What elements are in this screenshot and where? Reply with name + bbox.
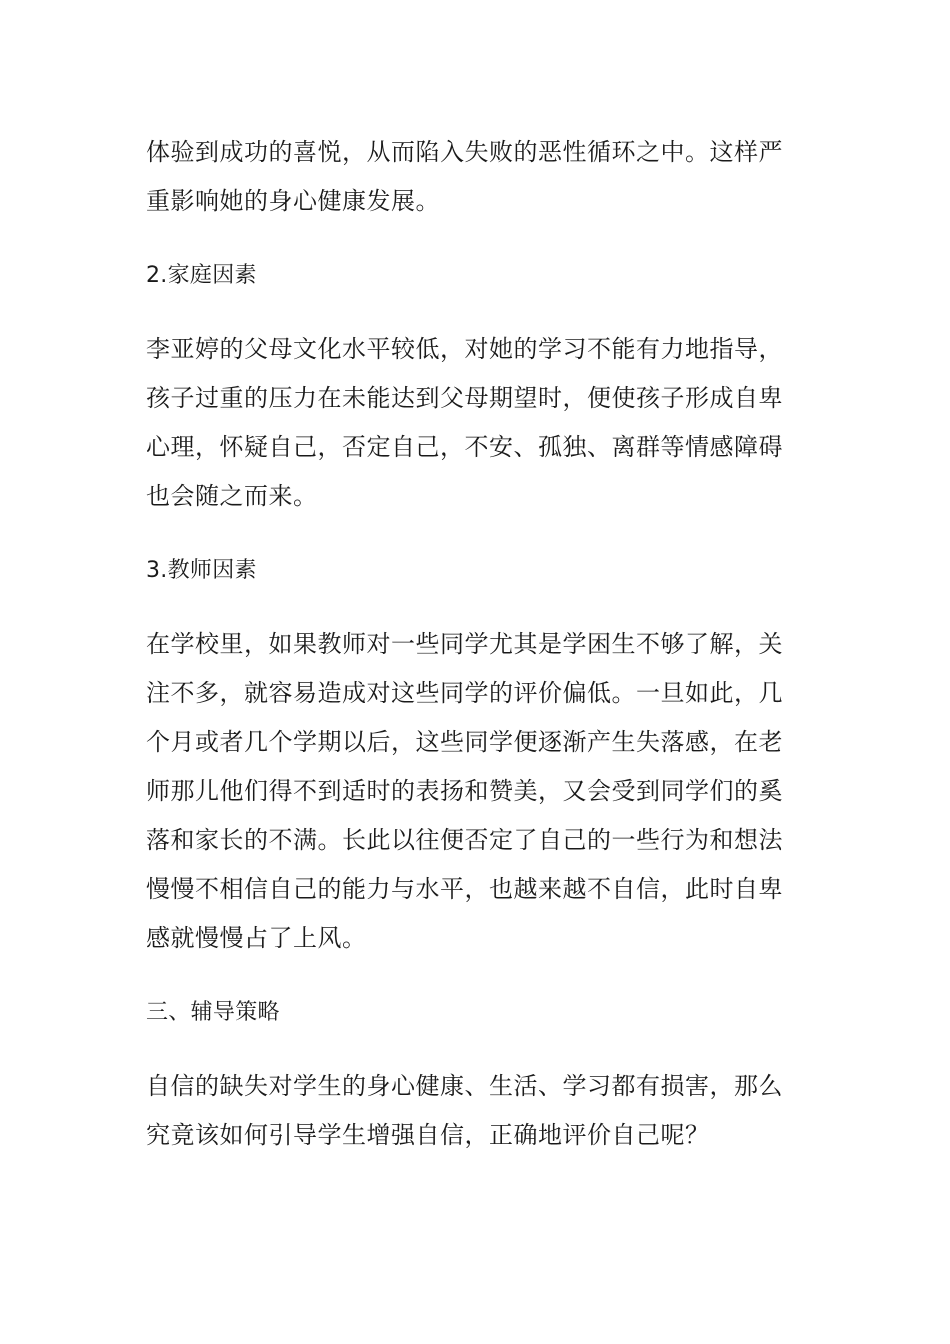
heading-strategy: 三、辅导策略	[146, 1000, 280, 1025]
heading-family-factor: 2.家庭因素	[146, 263, 257, 288]
spacer	[146, 595, 806, 620]
spacer	[146, 1037, 806, 1062]
paragraph-family: 李亚婷的父母文化水平较低，对她的学习不能有力地指导，孩子过重的压力在未能达到父母期望时，便使孩子形成自卑心理，怀疑自己，否定自己，不安、孤独、离群等情感障碍也会随之而来。	[146, 335, 783, 510]
paragraph-strategy-intro: 自信的缺失对学生的身心健康、生活、学习都有损害，那么究竟该如何引导学生增强自信，正确地评价自己呢？	[146, 1072, 783, 1149]
document-body	[146, 128, 806, 1160]
paragraph-teacher: 在学校里，如果教师对一些同学尤其是学困生不够了解，关注不多，就容易造成对这些同学的评价偏低。一旦如此，几个月或者几个学期以后，这些同学便逐渐产生失落感，在老师那儿他们得不到适时的表扬和赞美，又会受到同学们的奚落和家长的不满。长此以往便否定了自己的一些行为和想法慢慢不相信自己的能力与水平，也越来越不自信，此时自卑感就慢慢占了上风。	[146, 630, 783, 952]
spacer	[146, 226, 806, 251]
paragraph-continuation: 体验到成功的喜悦，从而陷入失败的恶性循环之中。这样严重影响她的身心健康发展。	[146, 138, 783, 215]
heading-teacher-factor: 3.教师因素	[146, 558, 257, 583]
spacer	[146, 300, 806, 325]
spacer	[146, 963, 806, 988]
spacer	[146, 521, 806, 546]
